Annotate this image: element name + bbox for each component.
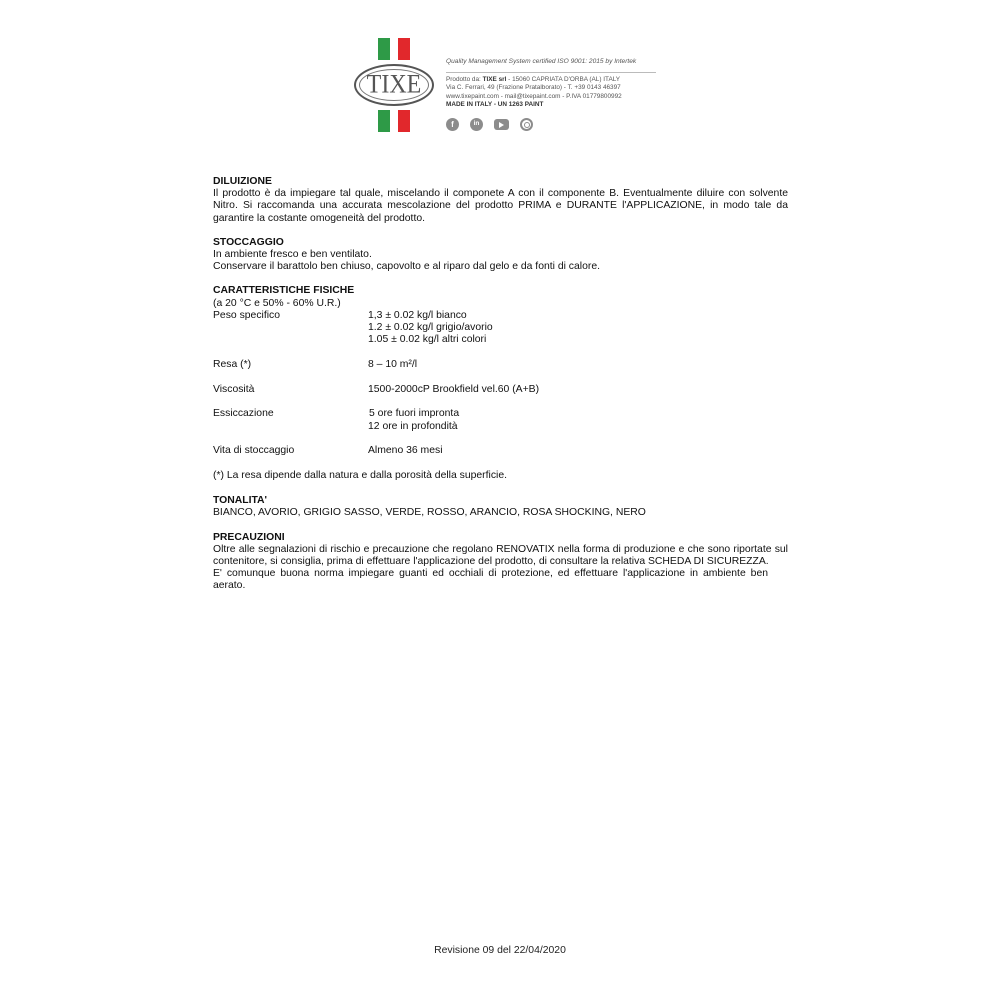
resa-footnote: (*) La resa dipende dalla natura e dalla porosità della superficie. — [213, 469, 508, 481]
linkedin-icon[interactable]: in — [470, 118, 483, 131]
property-row-essiccazione — [213, 408, 788, 432]
tixe-logo — [352, 38, 440, 134]
flag-stripe-red-bottom — [398, 110, 410, 132]
precauzioni-text-2: E' comunque buona norma impiegare guanti ed occhiali di protezione, ed effettuare l'applicazione in ambiente ben aerato. — [213, 568, 768, 592]
logo-text: TIXE — [366, 70, 422, 99]
producer-line: Prodotto da: TIXE srl - 15060 CAPRIATA D'ORBA (AL) ITALY — [446, 75, 621, 83]
property-values: 5 ore fuori impronta 12 ore in profondità — [368, 408, 460, 432]
property-label: Resa (*) — [213, 358, 252, 370]
flag-stripe-green-bottom — [378, 110, 390, 132]
youtube-icon[interactable] — [494, 119, 509, 130]
property-values: 1,3 ± 0.02 kg/l bianco 1.2 ± 0.02 kg/l grigio/avorio 1.05 ± 0.02 kg/l altri colori — [368, 309, 493, 346]
made-in-italy: MADE IN ITALY - UN 1263 PAINT — [446, 101, 544, 109]
quality-certification: Quality Management System certified ISO 9001: 2015 by Intertek — [446, 58, 656, 73]
section-title-caratteristiche: CARATTERISTICHE FISICHE — [213, 285, 355, 297]
producer-name: TIXE srl — [482, 75, 507, 83]
diluizione-text: Il prodotto è da impiegare tal quale, miscelando il componete A con il componente B. Eventualmente diluire con solvente Nitro. Si raccomanda una accurata mescolazione del prodotto PRIMA e DURANTE l'APPLICAZIONE, in modo tale da garantire la costante omogeneità del prodotto. — [213, 188, 788, 224]
section-title-diluizione: DILUIZIONE — [213, 176, 272, 187]
property-label: Peso specifico — [213, 309, 280, 321]
caratteristiche-subtitle: (a 20 °C e 50% - 60% U.R.) — [213, 297, 341, 309]
property-row-peso-specifico — [213, 310, 788, 347]
property-values: Almeno 36 mesi — [368, 445, 443, 457]
property-label: Essiccazione — [213, 408, 274, 420]
precauzioni-text-1: Oltre alle segnalazioni di rischio e precauzione che regolano RENOVATIX nella forma di produzione e che sono riportate sul contenitore, si consiglia, prima di effettuare l'applicazione del prodotto, di consultare la relativa SCHEDA DI SICUREZZA. — [213, 543, 788, 567]
document-body — [213, 176, 788, 593]
facebook-icon[interactable]: f — [446, 118, 459, 131]
property-row-resa — [213, 359, 788, 371]
instagram-icon[interactable] — [520, 118, 533, 131]
section-title-stoccaggio: STOCCAGGIO — [213, 236, 284, 248]
stoccaggio-line-1: In ambiente fresco e ben ventilato. — [213, 249, 372, 261]
property-values: 1500-2000cP Brookfield vel.60 (A+B) — [368, 383, 540, 395]
property-row-viscosita — [213, 384, 788, 396]
company-info — [446, 58, 656, 110]
property-label: Vita di stoccaggio — [213, 445, 295, 457]
social-icons — [446, 118, 533, 131]
property-row-vita-stoccaggio — [213, 445, 788, 457]
section-title-tonalita: TONALITA' — [213, 495, 268, 507]
property-values: 8 – 10 m²/l — [368, 358, 418, 370]
section-title-precauzioni: PRECAUZIONI — [213, 531, 285, 543]
flag-stripe-green-top — [378, 38, 390, 60]
stoccaggio-line-2: Conservare il barattolo ben chiuso, capovolto e al riparo dal gelo e da fonti di calore. — [213, 261, 600, 273]
flag-stripe-red-top — [398, 38, 410, 60]
logo-oval — [354, 64, 434, 106]
letterhead — [352, 38, 652, 134]
revision-footer: Revisione 09 del 22/04/2020 — [434, 945, 566, 956]
tonalita-list: BIANCO, AVORIO, GRIGIO SASSO, VERDE, ROSSO, ARANCIO, ROSA SHOCKING, NERO — [213, 507, 646, 519]
web-line: www.tixepaint.com - mail@tixepaint.com - P.IVA 01779800992 — [446, 92, 622, 100]
property-label: Viscosità — [213, 383, 255, 395]
address-line: Via C. Ferrari, 49 (Frazione Pratalborato) - T. +39 0143 46397 — [446, 84, 621, 92]
